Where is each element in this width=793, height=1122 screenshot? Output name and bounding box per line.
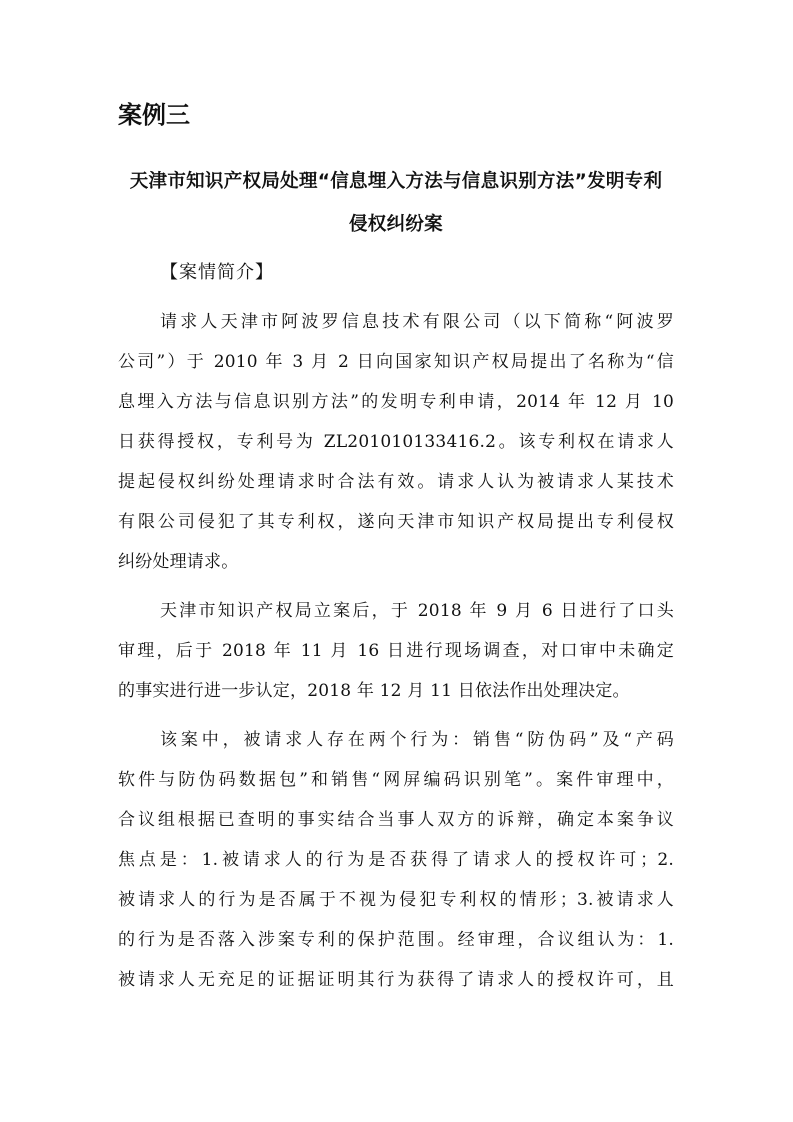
case-heading: 案例三	[118, 101, 190, 129]
text-line: 日获得授权，专利号为 ZL201010133416.2。该专利权在请求人	[118, 432, 674, 452]
text-line: 提起侵权纠纷处理请求时合法有效。请求人认为被请求人某技术	[118, 472, 674, 492]
document-title-line: 天津市知识产权局处理“信息埋入方法与信息识别方法”发明专利	[129, 171, 663, 192]
text-line: 被请求人的行为是否属于不视为侵犯专利权的情形；3.被请求人	[118, 890, 674, 910]
text-line: 合议组根据已查明的事实结合当事人双方的诉辩，确定本案争议	[118, 810, 674, 830]
text-line: 被请求人无充足的证据证明其行为获得了请求人的授权许可，且	[118, 970, 674, 990]
body-text	[118, 302, 674, 1009]
text-line: 请求人天津市阿波罗信息技术有限公司（以下简称“阿波罗	[160, 312, 674, 332]
text-line: 该案中，被请求人存在两个行为：销售“防伪码”及“产码	[160, 730, 674, 750]
document-title	[118, 160, 674, 246]
paragraph	[118, 591, 674, 711]
text-line: 天津市知识产权局立案后，于 2018 年 9 月 6 日进行了口头	[160, 601, 674, 621]
text-line: 的事实进行进一步认定，2018 年 12 月 11 日依法作出处理决定。	[118, 681, 630, 701]
text-line: 软件与防伪码数据包”和销售“网屏编码识别笔”。案件审理中，	[118, 770, 674, 790]
text-line: 息埋入方法与信息识别方法”的发明专利申请，2014 年 12 月 10	[118, 392, 674, 412]
text-line: 焦点是：1.被请求人的行为是否获得了请求人的授权许可；2.	[118, 850, 674, 870]
paragraph	[118, 720, 674, 1000]
section-label: 【案情简介】	[160, 262, 274, 283]
paragraph	[118, 302, 674, 582]
text-line: 公司”）于 2010 年 3 月 2 日向国家知识产权局提出了名称为“信	[118, 352, 674, 372]
text-line: 审理，后于 2018 年 11 月 16 日进行现场调查，对口审中未确定	[118, 641, 674, 661]
text-line: 有限公司侵犯了其专利权，遂向天津市知识产权局提出专利侵权	[118, 512, 674, 532]
text-line: 纠纷处理请求。	[118, 552, 239, 572]
text-line: 的行为是否落入涉案专利的保护范围。经审理，合议组认为：1.	[118, 930, 674, 950]
document-title-line: 侵权纠纷案	[348, 214, 443, 235]
